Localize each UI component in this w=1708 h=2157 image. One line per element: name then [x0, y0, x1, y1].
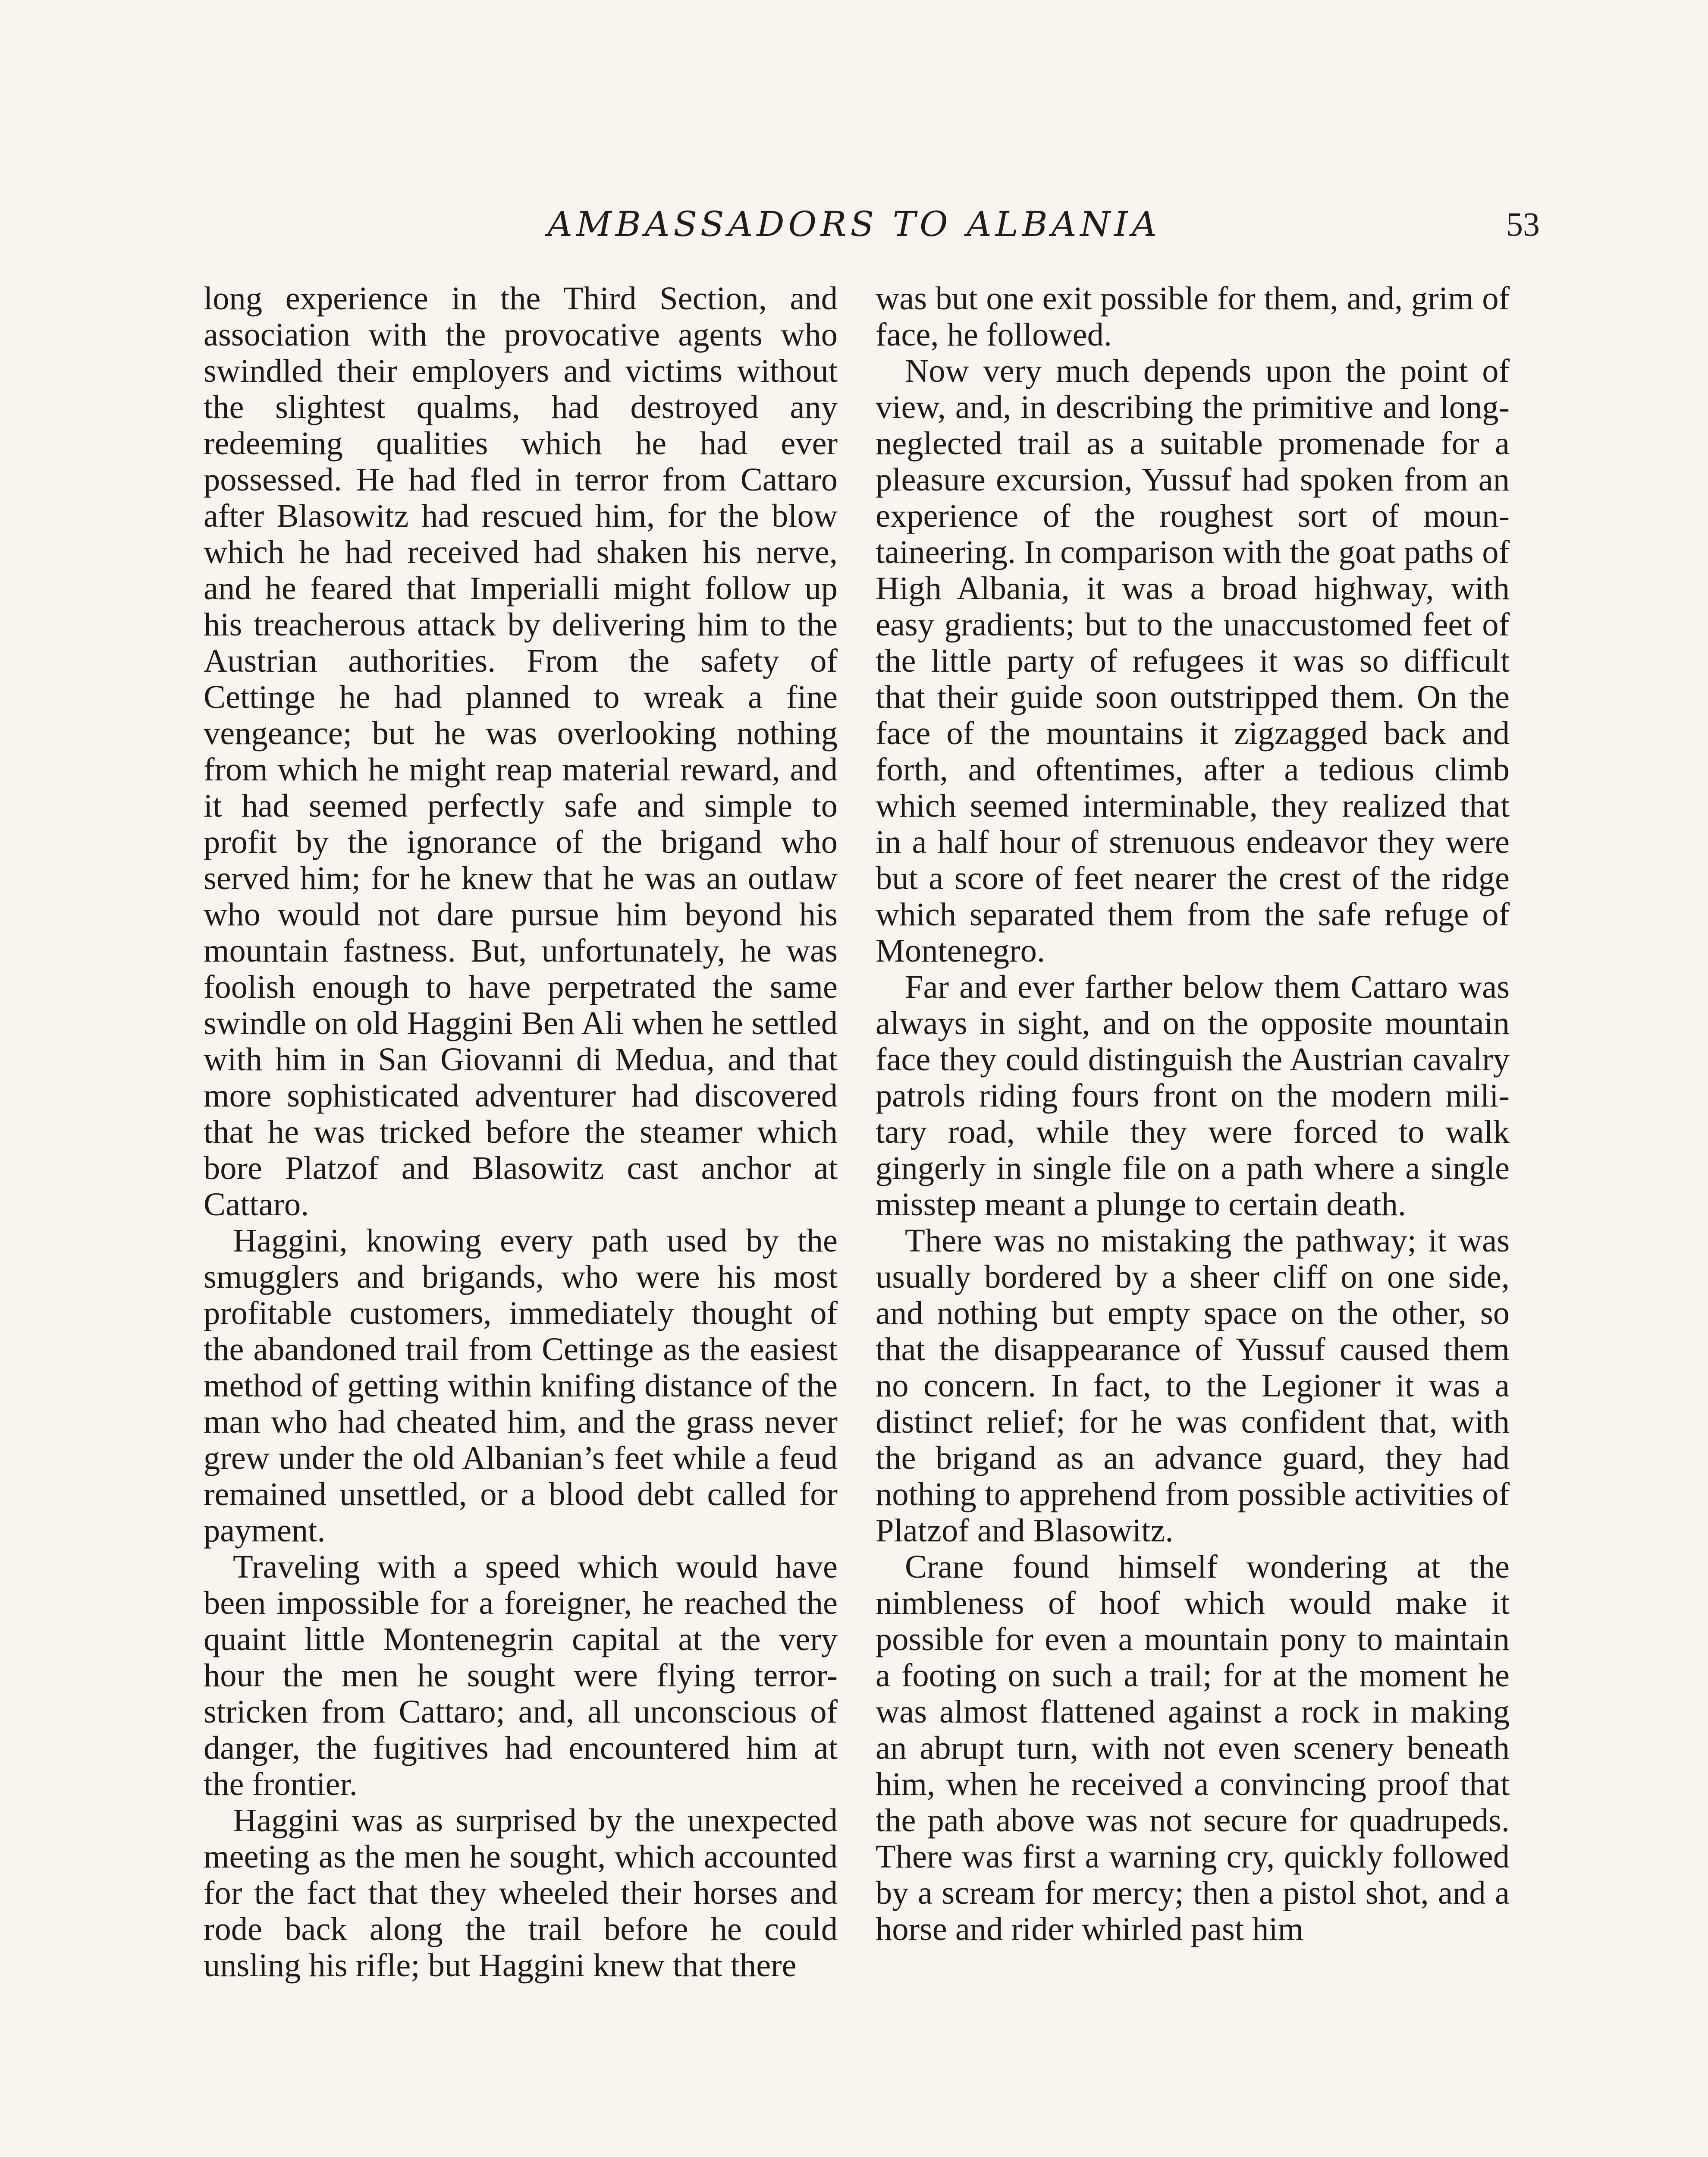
paragraph: Traveling with a speed which would have been impossible for a foreigner, he reached the quaint little Montenegrin capital at the very hour the men he sought were flying terror-stricken from Cattaro; and, all unconscious of danger, the fugitives had encountered him at the frontier.	[204, 1548, 838, 1802]
paragraph: long experience in the Third Section, and association with the provocative agents who swindled their employers and victims without the slightest qualms, had destroyed any redeeming qualities which he had ever possessed. He had fled in terror from Cattaro after Blasowitz had rescued him, for the blow which he had received had shaken his nerve, and he feared that Imperialli might follow up his treacherous attack by delivering him to the Austrian authorities. From the safety of Cettinge he had planned to wreak a fine vengeance; but he was overlooking nothing from which he might reap material reward, and it had seemed perfectly safe and simple to profit by the ignorance of the brigand who served him; for he knew that he was an outlaw who would not dare pursue him beyond his mountain fastness. But, unfortunately, he was foolish enough to have perpetrated the same swindle on old Haggini Ben Ali when he settled with him in San Giovanni di Medua, and that more sophisticated adventurer had discovered that he was tricked before the steamer which bore Platzof and Blasowitz cast anchor at Cattaro.	[204, 280, 838, 1223]
running-head	[0, 203, 1708, 255]
page-number: 53	[1506, 205, 1540, 243]
paragraph: Haggini, knowing every path used by the smugglers and brigands, who were his most profitable customers, immediately thought of the abandoned trail from Cettinge as the easiest method of getting within knifing distance of the man who had cheated him, and the grass never grew under the old Albanian’s feet while a feud remained unsettled, or a blood debt called for payment.	[204, 1222, 838, 1549]
paragraph: There was no mistaking the pathway; it was usually bordered by a sheer cliff on one side, and nothing but empty space on the other, so that the disappearance of Yussuf caused them no concern. In fact, to the Legioner it was a distinct relief; for he was confident that, with the brigand as an advance guard, they had nothing to apprehend from possible activities of Platzof and Blasowitz.	[876, 1222, 1510, 1549]
paragraph: was but one exit possible for them, and, grim of face, he followed.	[876, 280, 1510, 353]
paragraph: Now very much depends upon the point of view, and, in describing the primitive and long-neglected trail as a suitable promenade for a pleasure excursion, Yussuf had spoken from an experience of the roughest sort of mountaineering. In comparison with the goat paths of High Albania, it was a broad highway, with easy gradients; but to the unaccustomed feet of the little party of refugees it was so difficult that their guide soon outstripped them. On the face of the mountains it zigzagged back and forth, and oftentimes, after a tedious climb which seemed interminable, they realized that in a half hour of strenuous endeavor they were but a score of feet nearer the crest of the ridge which separated them from the safe refuge of Montenegro.	[876, 352, 1510, 969]
paragraph: Haggini was as surprised by the unexpected meeting as the men he sought, which accounted for the fact that they wheeled their horses and rode back along the trail before he could unsling his rifle; but Haggini knew that there	[204, 1802, 838, 1984]
running-title: AMBASSADORS TO ALBANIA	[547, 204, 1161, 244]
paragraph: Crane found himself wondering at the nimbleness of hoof which would make it possible for even a mountain pony to maintain a footing on such a trail; for at the moment he was almost flattened against a rock in making an abrupt turn, with not even scenery beneath him, when he received a convincing proof that the path above was not secure for quadrupeds. There was first a warning cry, quickly followed by a scream for mercy; then a pistol shot, and a horse and rider whirled past him	[876, 1548, 1510, 1947]
right-column	[876, 280, 1510, 1947]
left-column	[204, 280, 838, 1984]
paragraph: Far and ever farther below them Cattaro was always in sight, and on the opposite mountain face they could distinguish the Austrian cavalry patrols riding fours front on the modern military road, while they were forced to walk gingerly in single file on a path where a single misstep meant a plunge to certain death.	[876, 968, 1510, 1223]
